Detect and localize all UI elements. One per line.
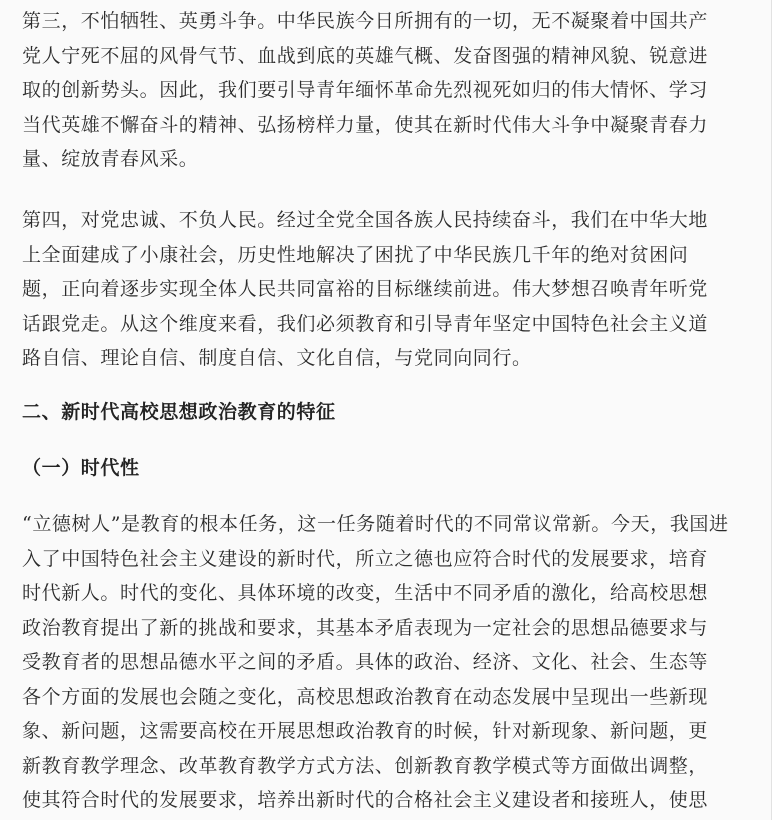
text-line: 时代新人。时代的变化、具体环境的改变，生活中不同矛盾的激化，给高校思想 (22, 582, 709, 604)
section-heading: 二、新时代高校思想政治教育的特征 (22, 401, 336, 423)
text-line: 量、绽放青春风采。 (22, 148, 199, 170)
text-line: 新教育教学理念、改革教育教学方式方法、创新教育教学模式等方面做出调整， (22, 754, 709, 777)
text-line: 题，正向着逐步实现全体人民共同富裕的目标继续前进。伟大梦想召唤青年听党 (22, 278, 709, 300)
text-line: 路自信、理论自信、制度自信、文化自信，与党同向同行。 (22, 347, 532, 369)
text-line: 入了中国特色社会主义建设的新时代，所立之德也应符合时代的发展要求，培育 (22, 547, 709, 570)
text-line: 第四，对党忠诚、不负人民。经过全党全国各族人民持续奋斗，我们在中华大地 (22, 209, 709, 231)
text-line: 使其符合时代的发展要求，培养出新时代的合格社会主义建设者和接班人，使思 (22, 789, 709, 811)
paragraph-third-point (22, 4, 708, 177)
text-line: 象、新问题，这需要高校在开展思想政治教育的时候，针对新现象、新问题，更 (22, 720, 709, 742)
text-line: 取的创新势头。因此，我们要引导青年缅怀革命先烈视死如归的伟大情怀、学习 (22, 79, 709, 101)
text-line: 话跟党走。从这个维度来看，我们必须教育和引导青年坚定中国特色社会主义道 (22, 312, 709, 335)
text-line: 党人宁死不屈的风骨气节、血战到底的英雄气概、发奋图强的精神风貌、锐意进 (22, 44, 709, 67)
paragraph-fourth-point (22, 203, 708, 376)
text-line: 受教育者的思想品德水平之间的矛盾。具体的政治、经济、文化、社会、生态等 (22, 651, 709, 673)
text-line: 各个方面的发展也会随之变化，高校思想政治教育在动态发展中呈现出一些新现 (22, 685, 709, 708)
text-line: “立德树人”是教育的根本任务，这一任务随着时代的不同常议常新。今天，我国进 (22, 513, 729, 535)
subsection-heading: （一）时代性 (22, 457, 140, 479)
paragraph-timeliness (22, 507, 729, 818)
text-line: 政治教育提出了新的挑战和要求，其基本矛盾表现为一定社会的思想品德要求与 (22, 616, 709, 639)
text-line: 当代英雄不懈奋斗的精神、弘扬榜样力量，使其在新时代伟大斗争中凝聚青春力 (22, 113, 709, 136)
text-line: 上全面建成了小康社会，历史性地解决了困扰了中华民族几千年的绝对贫困问 (22, 243, 689, 266)
text-line: 第三，不怕牺牲、英勇斗争。中华民族今日所拥有的一切，无不凝聚着中国共产 (22, 10, 709, 32)
